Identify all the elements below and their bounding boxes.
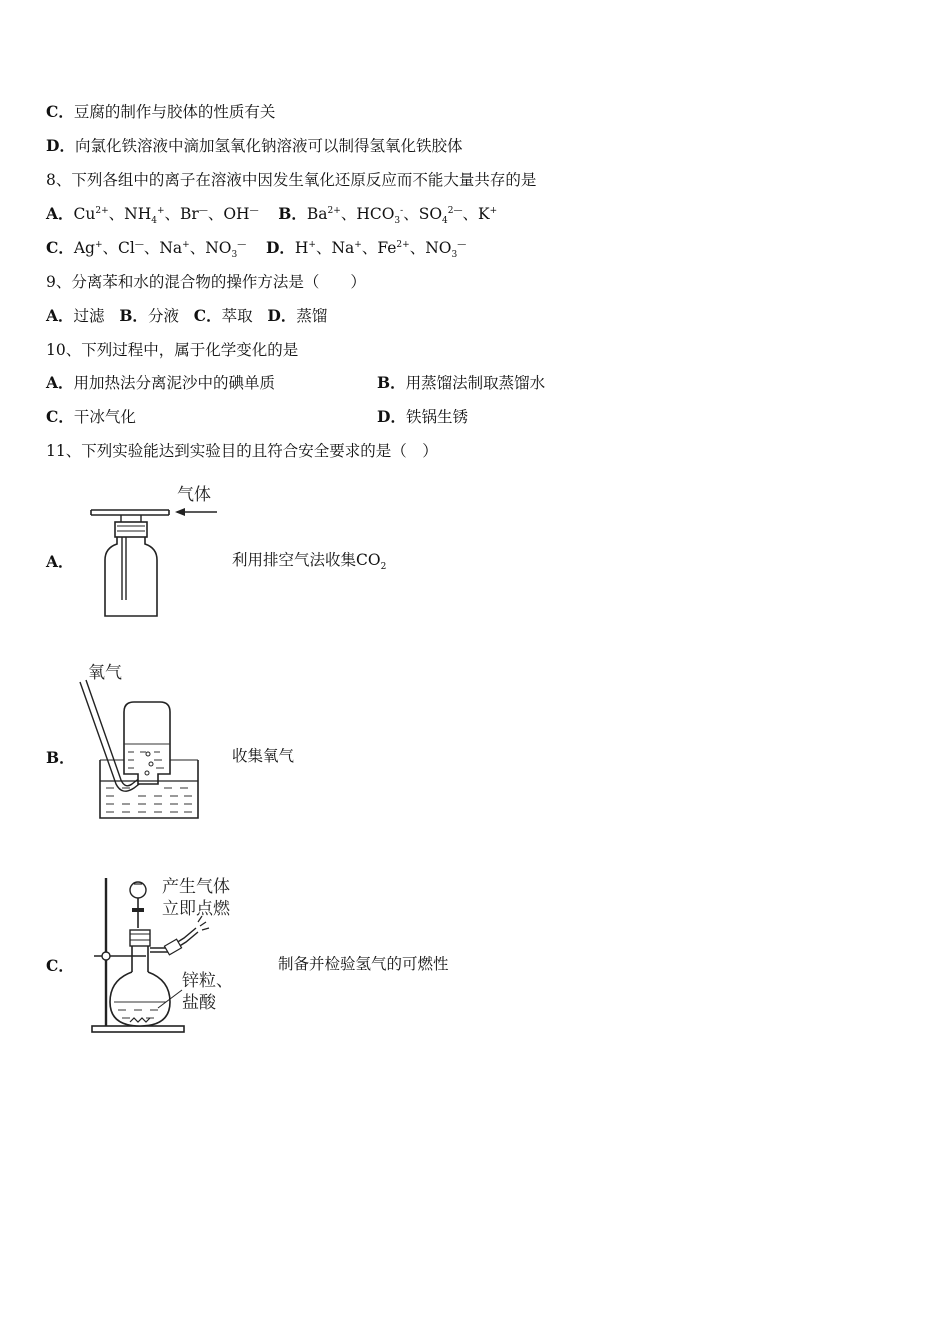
figure-label-4: 盐酸 [182,993,216,1013]
option-text: 干冰气化 [73,408,136,426]
gas-bottle-figure [85,478,225,623]
q11-option-b-letter: B． [46,748,75,767]
q8-options-cd [46,238,467,261]
ion-list-a: $Cu^{2+}$、$NH_4^+$、Br—、OH— [73,205,259,227]
option-text: 萃取 [221,307,253,325]
q10-options-cd [46,407,646,427]
option-text: 铁锅生锈 [405,408,468,426]
ion-list-c: Ag+、Cl—、Na+、$NO_3^—$ [73,239,247,261]
ion-list-d: H+、Na+、$Fe^{2+}$、$NO_3^—$ [294,239,467,261]
option-letter: D． [377,407,406,426]
q11-option-b-caption: 收集氧气 [232,747,295,765]
figure-label-oxygen: 氧气 [88,663,122,683]
option-text: 分液 [147,307,179,325]
q11-option-a-caption: 利用排空气法收集$CO_2$ [232,551,387,573]
q10-stem: 10、下列过程中，属于化学变化的是 [46,341,299,359]
option-letter: D． [265,238,295,257]
q7-option-c [46,102,275,122]
q8-stem: 8、下列各组中的离子在溶液中因发生氧化还原反应而不能大量共存的是 [46,171,537,189]
hydrogen-apparatus-figure [86,868,256,1038]
q9-stem: 9、分离苯和水的混合物的操作方法是（ ） [46,273,366,291]
option-text: 过滤 [73,307,105,325]
option-letter: D． [267,306,297,325]
option-letter: A． [46,306,74,325]
option-text: 用加热法分离泥沙中的碘单质 [73,374,276,392]
option-letter: D． [46,136,75,155]
figure-label-2: 立即点燃 [162,899,230,919]
ion-list-b: $Ba^{2+}$、$HCO_3^-$、$SO_4^{2—}$、K+ [306,205,498,227]
option-letter: B． [119,306,148,325]
q11-option-c-caption: 制备并检验氢气的可燃性 [278,955,449,973]
q8-options-ab [46,204,498,227]
option-text: 向氯化铁溶液中滴加氢氧化钠溶液可以制得氢氧化铁胶体 [74,137,463,155]
q11-stem: 11、下列实验能达到实验目的且符合安全要求的是（ ） [46,442,438,460]
q10-options-ab [46,373,646,393]
q11-option-c-letter: C． [46,956,74,975]
option-text: 用蒸馏法制取蒸馏水 [405,374,546,392]
option-letter: C． [46,238,74,257]
option-letter: A． [46,204,74,223]
option-letter: C． [46,102,74,121]
option-letter: C． [46,407,74,426]
option-letter: B． [377,373,406,392]
q7-option-d [46,136,462,156]
figure-label-3: 锌粒、 [182,971,233,991]
water-trough-figure [74,656,214,826]
figure-label-1: 产生气体 [162,877,230,897]
option-text: 豆腐的制作与胶体的性质有关 [73,103,276,121]
option-letter: C． [193,306,222,325]
option-text: 蒸馏 [296,307,328,325]
q11-option-a-letter: A． [46,552,74,571]
option-letter: B． [278,204,307,223]
option-letter: A． [46,373,74,392]
figure-label-gas: 气体 [177,485,211,505]
q9-options [46,306,327,326]
